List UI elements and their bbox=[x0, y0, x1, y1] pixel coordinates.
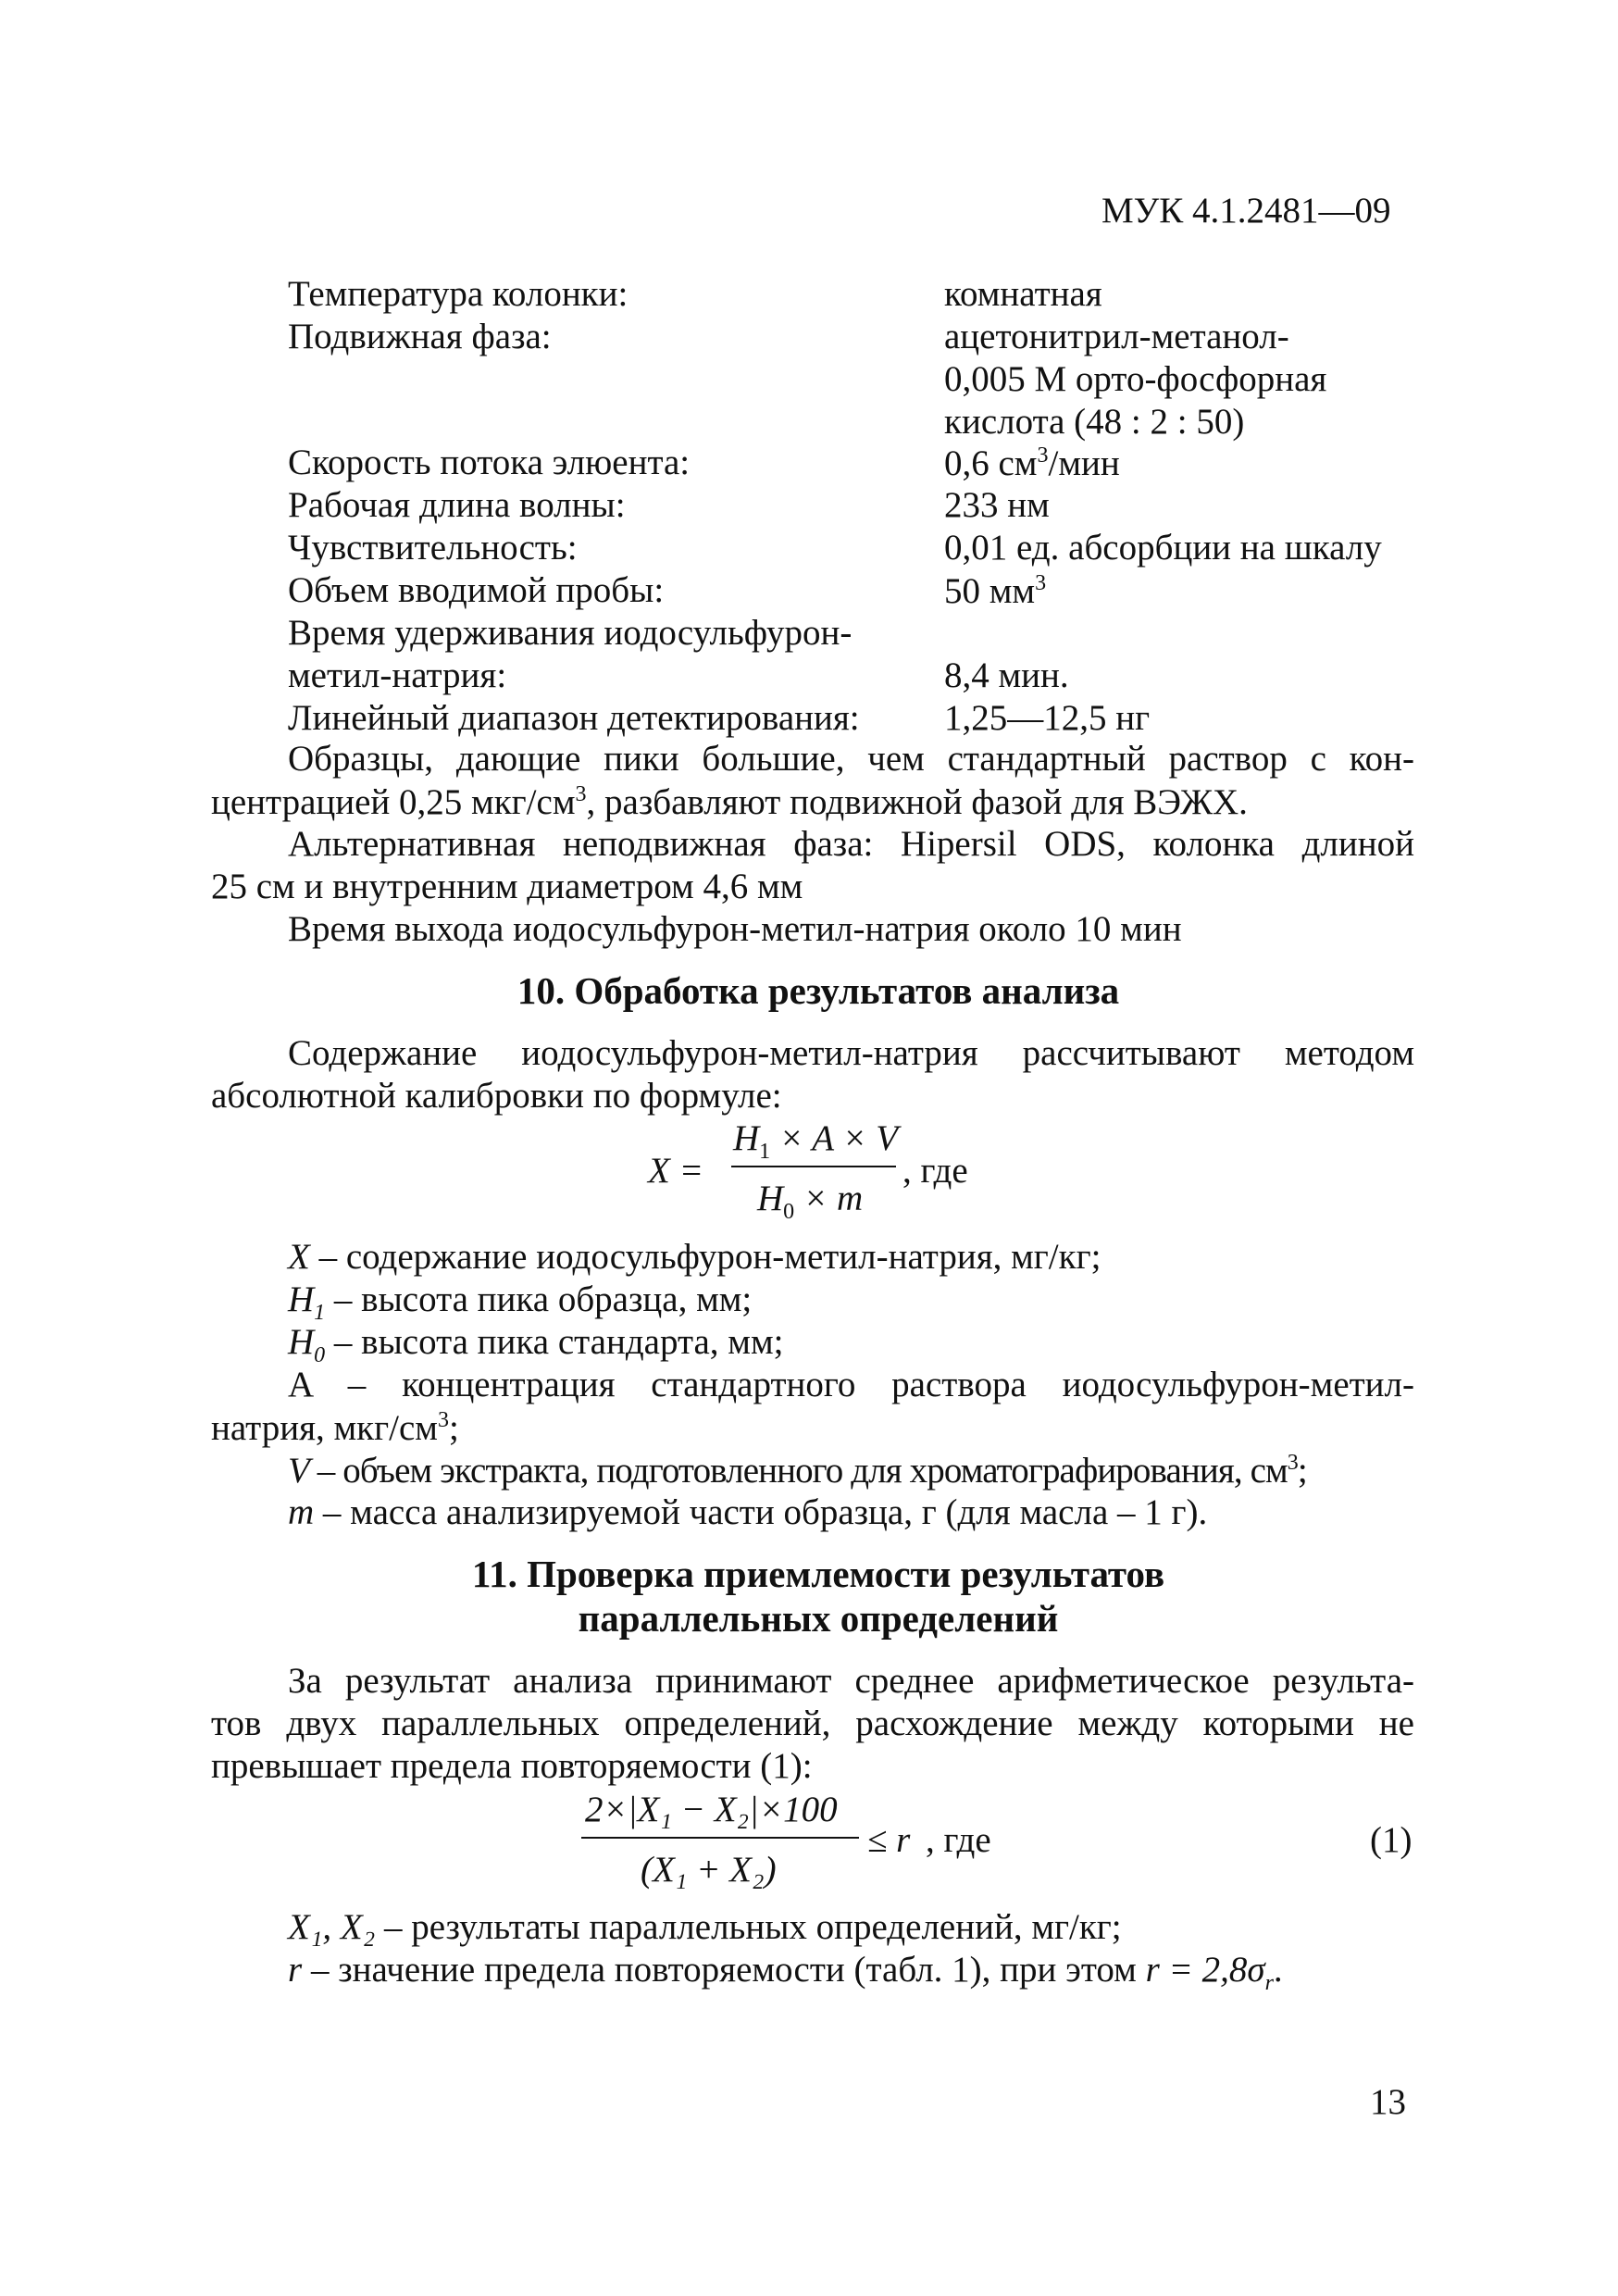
param-label-linear-range: Линейный диапазон детектирования: bbox=[288, 698, 860, 738]
para1-line2: центрацией 0,25 мкг/$см^3$, разбавляют подвижной фазой для ВЭЖХ. bbox=[211, 782, 1248, 822]
para2-line1: Альтернативная неподвижная фаза: Hipersil ODS, колонка длиной bbox=[288, 824, 1414, 864]
formula2-relation: ≤ r bbox=[867, 1820, 911, 1860]
section11-intro-line1: За результат анализа принимают среднее арифметическое результа- bbox=[288, 1661, 1414, 1701]
param-label-injection-volume: Объем вводимой пробы: bbox=[288, 570, 665, 610]
param-label-retention-time-2: метил-натрия: bbox=[288, 655, 507, 695]
formula2-suffix: , где bbox=[926, 1820, 991, 1860]
formula2-numerator: 2×|X₁ − X₂|×100 bbox=[585, 1790, 838, 1829]
def-x: X – содержание иодосульфурон-метил-натрия, мг/кг; bbox=[288, 1237, 1101, 1277]
para1-line1: Образцы, дающие пики большие, чем стандартный раствор с кон- bbox=[288, 739, 1414, 779]
formula-suffix: , где bbox=[902, 1151, 968, 1191]
param-value-mobile-phase-3: кислота (48 : 2 : 50) bbox=[944, 402, 1245, 442]
param-label-flow-rate: Скорость потока элюента: bbox=[288, 443, 691, 482]
section11-intro-line2: тов двух параллельных определений, расхождение между которыми не bbox=[211, 1703, 1414, 1743]
page-number: 13 bbox=[1370, 2082, 1406, 2122]
formula-denominator: $H_0 \times m$ bbox=[757, 1179, 864, 1224]
def-m: m – масса анализируемой части образца, г (для масла – 1 г). bbox=[288, 1492, 1208, 1532]
param-label-retention-time-1: Время удерживания иодосульфурон- bbox=[288, 613, 853, 653]
def-h1: $H_1$ – высота пика образца, мм; bbox=[288, 1279, 753, 1325]
section10-intro-line2: абсолютной калибровки по формуле: bbox=[211, 1076, 782, 1116]
formula-lhs: X = bbox=[648, 1151, 703, 1191]
param-label-mobile-phase: Подвижная фаза: bbox=[288, 317, 552, 356]
def-r: r – значение предела повторяемости (табл. 1), при этом $r = 2,8\sigma_r$. bbox=[288, 1950, 1283, 1995]
param-value-mobile-phase-1: ацетонитрил-метанол- bbox=[944, 317, 1289, 356]
param-value-mobile-phase-2: 0,005 М орто-фосфорная bbox=[944, 359, 1327, 399]
param-value-linear-range: 1,25—12,5 нг bbox=[944, 698, 1151, 738]
section11-intro-line3: превышает предела повторяемости (1): bbox=[211, 1746, 813, 1786]
param-label-column-temp: Температура колонки: bbox=[288, 274, 629, 314]
def-a-line1: A – концентрация стандартного раствора иодосульфурон-метил- bbox=[288, 1365, 1414, 1404]
def-x1-x2: X₁, X₂ – результаты параллельных определений, мг/кг; bbox=[288, 1907, 1122, 1947]
section11-title-line1: 11. Проверка приемлемости результатов bbox=[471, 1553, 1165, 1595]
formula2-number: (1) bbox=[1370, 1820, 1413, 1860]
param-value-flow-rate: 0,6 $см^3$/мин bbox=[944, 443, 1120, 483]
def-v: V – объем экстракта, подготовленного для хроматографирования, $см^3$; bbox=[288, 1451, 1307, 1491]
formula2-denominator: (X₁ + X₂) bbox=[641, 1850, 777, 1890]
section11-title-line2: параллельных определений bbox=[578, 1597, 1059, 1640]
param-value-column-temp: комнатная bbox=[944, 274, 1102, 314]
document-code: МУК 4.1.2481—09 bbox=[1101, 191, 1391, 231]
section10-intro-line1: Содержание иодосульфурон-метил-натрия рассчитывают методом bbox=[288, 1033, 1414, 1073]
para2-line2: 25 см и внутренним диаметром 4,6 мм bbox=[211, 867, 803, 906]
param-value-injection-volume: 50 $мм^3$ bbox=[944, 571, 1047, 611]
param-value-wavelength: 233 нм bbox=[944, 485, 1050, 525]
formula2-fraction-bar bbox=[581, 1837, 859, 1839]
param-value-retention-time: 8,4 мин. bbox=[944, 655, 1069, 695]
para3: Время выхода иодосульфурон-метил-натрия около 10 мин bbox=[288, 909, 1182, 949]
formula-numerator: $H_1 \times A \times V$ bbox=[733, 1118, 899, 1164]
def-a-line2: натрия, мкг/$см^3$; bbox=[211, 1408, 459, 1448]
formula-fraction-bar bbox=[731, 1166, 896, 1167]
section10-title: 10. Обработка результатов анализа bbox=[517, 969, 1120, 1012]
def-h0: $H_0$ – высота пика стандарта, мм; bbox=[288, 1322, 784, 1367]
param-value-sensitivity: 0,01 ед. абсорбции на шкалу bbox=[944, 528, 1382, 568]
param-label-sensitivity: Чувствительность: bbox=[288, 528, 578, 568]
param-label-wavelength: Рабочая длина волны: bbox=[288, 485, 626, 525]
